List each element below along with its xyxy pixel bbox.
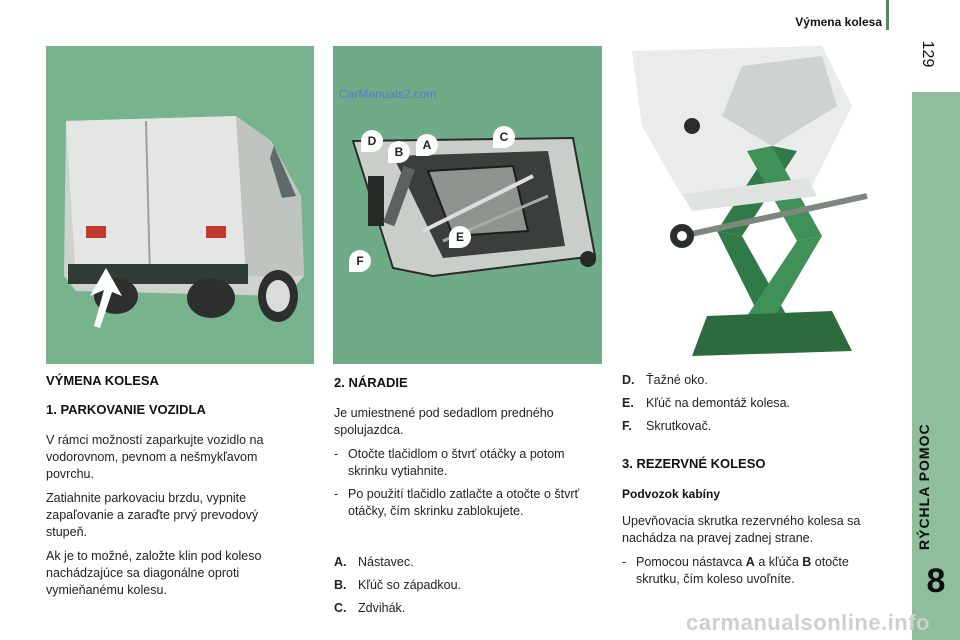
spare-wheel-paragraph: Upevňovacia skrutka rezervného kolesa sa nachádza na pravej zadnej strane. bbox=[622, 514, 861, 545]
section1-heading: 1. PARKOVANIE VOZIDLA bbox=[46, 402, 206, 417]
tool-marker-d: D bbox=[361, 130, 383, 152]
right-text-column bbox=[622, 372, 890, 594]
tool-marker-b: B bbox=[388, 141, 410, 163]
legend-item-a: A. Nástavec. bbox=[334, 555, 414, 569]
left-text-column bbox=[46, 372, 296, 606]
legend-item-c: C. Zdvihák. bbox=[334, 601, 406, 615]
tool-marker-f: F bbox=[349, 250, 371, 272]
section-title-wheel-change: VÝMENA KOLESA bbox=[46, 373, 159, 388]
van-rear-illustration bbox=[46, 46, 314, 364]
bullet-item: - Otočte tlačidlom o štvrť otáčky a potom skrinku vytiahnite. bbox=[334, 447, 565, 478]
header-divider bbox=[886, 0, 889, 30]
tool-marker-e: E bbox=[449, 226, 471, 248]
chapter-number: 8 bbox=[926, 562, 946, 600]
chapter-sidebar bbox=[912, 92, 960, 640]
legend-item-f: F. Skrutkovač. bbox=[622, 419, 712, 433]
tools-intro: Je umiestnené pod sedadlom predného spolujazdca. bbox=[334, 406, 554, 437]
paragraph-1: V rámci možností zaparkujte vozidlo na vodorovnom, pevnom a nešmykľavom povrchu. bbox=[46, 433, 264, 481]
bullet-item: - Po použití tlačidlo zatlačte a otočte o štvrť otáčky, čím skrinku zablokujete. bbox=[334, 487, 580, 518]
legend-item-e: E. Kľúč na demontáž kolesa. bbox=[622, 396, 791, 410]
jack-illustration bbox=[622, 46, 892, 364]
section2-heading: 2. NÁRADIE bbox=[334, 375, 408, 390]
section3-heading: 3. REZERVNÉ KOLESO bbox=[622, 456, 766, 471]
watermark-bottom: carmanualsonline.info bbox=[686, 610, 930, 635]
middle-text-column bbox=[334, 372, 596, 623]
subheading-cab-chassis: Podvozok kabíny bbox=[622, 487, 721, 501]
chapter-label: RÝCHLA POMOC bbox=[916, 423, 932, 550]
paragraph-3: Ak je to možné, založte klin pod koleso nachádzajúce sa diagonálne oproti vymieňanému kolesu. bbox=[46, 549, 262, 597]
tool-marker-c: C bbox=[493, 126, 515, 148]
page-number: 129 bbox=[919, 40, 936, 68]
legend-item-b: B. Kľúč so západkou. bbox=[334, 578, 462, 592]
bullet-item: - Pomocou nástavca A a kľúča B otočte skrutku, čím koleso uvoľníte. bbox=[622, 555, 849, 586]
watermark-top: CarManuals2.com bbox=[339, 87, 437, 101]
legend-item-d: D. Ťažné oko. bbox=[622, 373, 708, 387]
header-title: Výmena kolesa bbox=[795, 15, 882, 29]
tool-marker-a: A bbox=[416, 134, 438, 156]
paragraph-2: Zatiahnite parkovaciu brzdu, vypnite zapaľovanie a zaraďte prvý prevodový stupeň. bbox=[46, 491, 259, 539]
